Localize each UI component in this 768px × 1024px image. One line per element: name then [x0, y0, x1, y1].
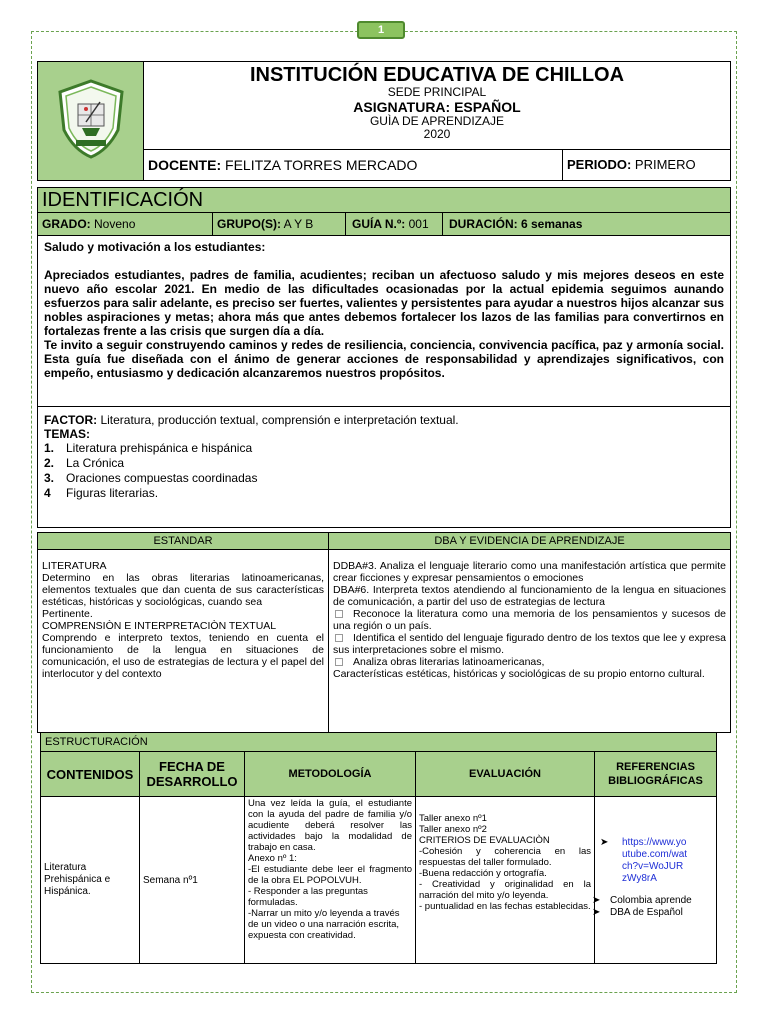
header-table: [37, 61, 731, 181]
evidencia-1-text: Reconoce la literatura como una memoria de los pensamientos y sucesos de una región o un país.: [333, 608, 726, 632]
checkbox-icon: [335, 634, 343, 642]
ref-link-row: [598, 837, 713, 885]
contenido-cell: Literatura Prehispánica e Hispánica.: [41, 797, 140, 964]
duracion-cell: DURACIÓN: 6 semanas: [443, 213, 731, 236]
estandar-body: [38, 550, 329, 733]
metodologia-line-1: Una vez leída la guía, el estudiante con la ayuda del padre de familia y/o acudiente deberá resolver las actividades bajo la modalidad de trabajo en casa.: [248, 798, 412, 853]
col-fecha: FECHA DE DESARROLLO: [140, 752, 245, 797]
evaluacion-line-3: CRITERIOS DE EVALUACIÒN: [419, 835, 550, 846]
tema-number: 3.: [44, 471, 55, 485]
grupo-value: A Y B: [281, 217, 314, 231]
dba-header: DBA Y EVIDENCIA DE APRENDIZAJE: [329, 533, 731, 550]
ref-link-line-4: zWy8rA: [622, 873, 657, 884]
ref-link-line-3: ch?v=WoJUR: [622, 861, 684, 872]
tema-number: 4: [44, 486, 51, 500]
factor-label: FACTOR:: [44, 413, 98, 427]
evaluacion-line-4: -Cohesión y coherencia en las respuestas del taller formulado.: [419, 846, 591, 868]
docente-cell: [144, 149, 563, 180]
evaluacion-line-7: - puntualidad en las fechas establecidas.: [419, 901, 591, 912]
periodo-cell: [563, 149, 731, 180]
metodologia-line-4: - Responder a las preguntas formuladas.: [248, 886, 368, 908]
checkbox-icon: [335, 658, 343, 666]
evidencia-3b-text: Características estéticas, históricas y sociológicas de su propio entorno cultural.: [333, 668, 705, 680]
guia-num-value: 001: [405, 217, 429, 231]
col-referencias: REFERENCIAS BIBLIOGRÁFICAS: [595, 752, 717, 797]
tema-item: [44, 441, 724, 456]
metodologia-line-3: -El estudiante debe leer el fragmento de la obra EL POPOLVUH.: [248, 864, 412, 886]
estandar-comprension-text: Comprendo e interpreto textos, teniendo en cuenta el funcionamiento de la lengua en situaciones de comunicación, el uso de estrategias de lectura y el papel del interlocutor y del contexto: [42, 632, 324, 680]
referencias-cell: [592, 797, 717, 964]
guia-num-label: GUÍA N.º:: [352, 217, 406, 231]
docente-label: DOCENTE:: [148, 156, 222, 173]
temas-list: [44, 441, 724, 501]
evidencia-1: [333, 608, 726, 632]
tema-text: Figuras literarias.: [66, 486, 159, 500]
fecha-cell: Semana nº1: [140, 797, 245, 964]
ref-item-2-text: DBA de Español: [610, 907, 683, 918]
asignatura-text: ASIGNATURA: ESPAÑOL: [353, 99, 521, 115]
tema-number: 1.: [44, 441, 55, 455]
col-contenidos: CONTENIDOS: [41, 752, 140, 797]
ref-item-1: [592, 895, 713, 907]
factor-cell: [38, 407, 731, 528]
evaluacion-line-2: Taller anexo nº2: [419, 824, 487, 835]
saludo-cell: [38, 236, 731, 407]
checkbox-icon: [335, 610, 343, 618]
estandar-pertinente: Pertinente.: [42, 608, 93, 620]
page-number-badge: 1: [357, 21, 405, 39]
estandar-title-comprension: COMPRENSIÒN E INTERPRETACIÒN TEXTUAL: [42, 620, 277, 632]
dba6-text: DBA#6. Interpreta textos atendiendo al funcionamiento de la lengua en situaciones de comunicación, a partir del uso de estrategias de lectura: [333, 584, 726, 608]
guia-num-cell: [346, 213, 443, 236]
arrow-bullet-icon: ➤: [592, 907, 601, 918]
tema-item: [44, 486, 724, 501]
periodo-label: PERIODO:: [567, 157, 632, 173]
guia-text: GUÌA DE APRENDIZAJE: [369, 114, 505, 128]
col-evaluacion: EVALUACIÓN: [416, 752, 595, 797]
youtube-link[interactable]: [622, 837, 687, 885]
arrow-bullet-icon: ➤: [592, 895, 601, 906]
estandar-title-literatura: LITERATURA: [42, 560, 107, 572]
tema-item: [44, 471, 724, 486]
evaluacion-line-1: Taller anexo nº1: [419, 813, 487, 824]
sede-text: SEDE PRINCIPAL: [387, 85, 487, 99]
metodologia-line-2: Anexo nº 1:: [248, 853, 297, 864]
evaluacion-line-5: -Buena redacción y ortografía.: [419, 868, 547, 879]
col-metodologia: METODOLOGÍA: [245, 752, 416, 797]
saludo-paragraph-1: Apreciados estudiantes, padres de familia, acudientes; reciban un afectuoso saludo y mis mejores deseos en este nuevo año escolar 2021. En medio de las dificultades ocasionadas por la actual epidemia seguimos aunando esfuerzos para salir adelante, es preciso ser fuertes, valientes y persistentes para ayudar a nuestros hijos alcanzar sus nobles aspiraciones y metas; ahora más que antes debemos fortalecer los lazos de las familias para convertirnos en fortalezas frente a las crisis que surgen día a día.: [44, 268, 724, 338]
arrow-bullet-icon: ➤: [600, 837, 609, 848]
saludo-title: Saludo y motivación a los estudiantes:: [44, 240, 266, 254]
school-shield-logo: [56, 78, 126, 160]
title-block: [144, 62, 731, 150]
logo-cell: [38, 62, 144, 181]
estructuracion-table: [40, 732, 717, 964]
estandar-literatura-text: Determino en las obras literarias latinoamericanas, elementos textuales que dan cuenta de sus características estéticas, históricas y sociológicas, cuando sea: [42, 572, 324, 608]
tema-text: Literatura prehispánica e hispánica: [66, 441, 253, 455]
year-text: 2020: [423, 127, 451, 141]
tema-text: Oraciones compuestas coordinadas: [66, 471, 258, 485]
institution-name: INSTITUCIÓN EDUCATIVA DE CHILLOA: [249, 64, 625, 86]
dba3-text: DDBA#3. Analiza el lenguaje literario como una manifestación artística que permite crear ficciones y expresar pensamientos o emociones: [333, 560, 726, 584]
evaluacion-cell: [416, 797, 595, 964]
metodologia-line-5: -Narrar un mito y/o leyenda a través de un video o una narración escrita, expuesta con creatividad.: [248, 908, 400, 941]
saludo-paragraph-2: Te invito a seguir construyendo caminos y redes de resiliencia, conciencia, convivencia pacífica, paz y armonía social. Esta guía fue diseñada con el ánimo de generar acciones de responsabilidad y aprendizajes significativos, con empeño, entusiasmo y dedicación alcanzaremos nuestros propósitos.: [44, 338, 724, 380]
grado-cell: [38, 213, 213, 236]
evidencia-2-text: Identifica el sentido del lenguaje figurado dentro de los textos que lee y expresa sus interpretaciones sobre el mismo.: [333, 632, 726, 656]
identificacion-table: [37, 187, 731, 528]
grupo-label: GRUPO(S):: [217, 217, 281, 231]
grado-value: Noveno: [90, 217, 136, 231]
evidencia-3-text: Analiza obras literarias latinoamericanas,: [353, 656, 545, 668]
temas-label: TEMAS:: [44, 427, 90, 441]
identificacion-title: IDENTIFICACIÓN: [38, 188, 731, 213]
dba-body: [329, 550, 731, 733]
grupo-cell: [213, 213, 346, 236]
ref-item-2: [592, 907, 713, 919]
periodo-value: PRIMERO: [631, 157, 696, 173]
docente-value: FELITZA TORRES MERCADO: [221, 156, 418, 173]
factor-value: Literatura, producción textual, comprensión e interpretación textual.: [97, 413, 459, 427]
ref-item-1-text: Colombia aprende: [610, 895, 692, 906]
ref-link-line-2: utube.com/wat: [622, 849, 688, 860]
tema-number: 2.: [44, 456, 55, 470]
tema-text: La Crónica: [66, 456, 125, 470]
ref-link-line-1: https://www.yo: [622, 837, 687, 848]
evidencia-3: [333, 656, 726, 668]
estandar-dba-table: [37, 532, 731, 733]
evaluacion-line-6: - Creatividad y originalidad en la narración del mito y/o leyenda.: [419, 879, 591, 901]
estandar-header: ESTANDAR: [38, 533, 329, 550]
metodologia-cell: [245, 797, 416, 964]
estructuracion-title: ESTRUCTURACIÓN: [41, 733, 717, 752]
tema-item: [44, 456, 724, 471]
grado-label: GRADO:: [42, 217, 91, 231]
factor-line: [44, 413, 724, 427]
evidencia-2: [333, 632, 726, 656]
